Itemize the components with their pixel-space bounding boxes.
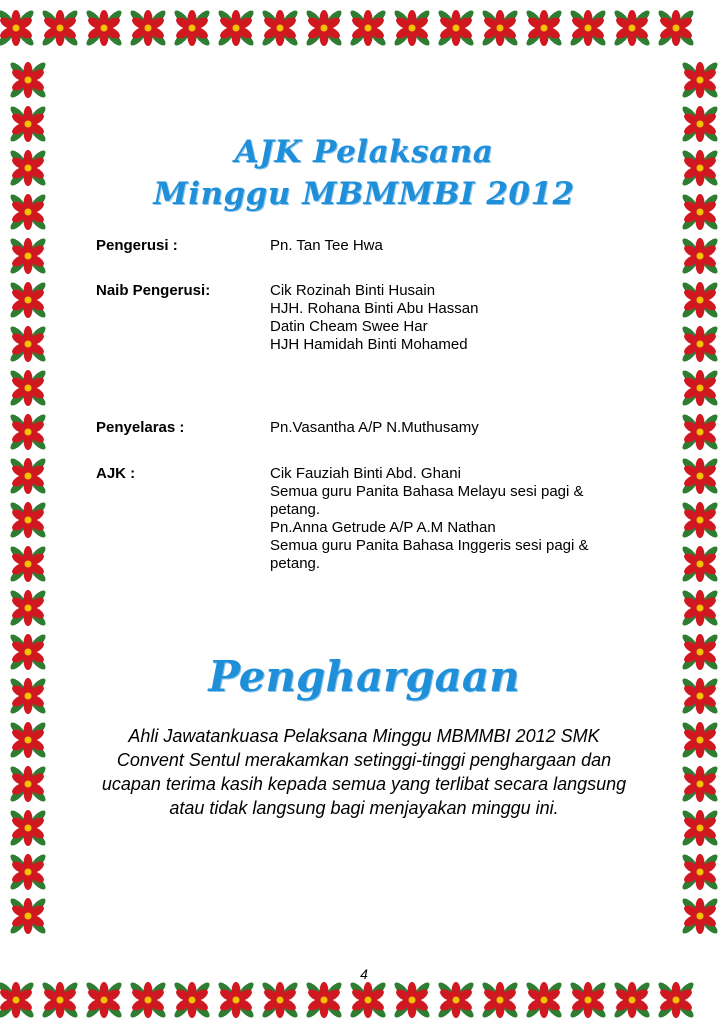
member-name: Semua guru Panita Bahasa Melayu sesi pagi & petang. bbox=[270, 483, 584, 518]
role-label: Naib Pengerusi: bbox=[96, 282, 211, 299]
member-name: Pn.Vasantha A/P N.Muthusamy bbox=[270, 419, 479, 436]
role-label: Pengerusi : bbox=[96, 237, 178, 254]
member-name: HJH Hamidah Binti Mohamed bbox=[270, 336, 468, 353]
member-name: HJH. Rohana Binti Abu Hassan bbox=[270, 300, 479, 317]
member-name: Pn. Tan Tee Hwa bbox=[270, 237, 383, 254]
member-name: Semua guru Panita Bahasa Inggeris sesi pagi & petang. bbox=[270, 537, 589, 572]
appreciation-heading: Penghargaan bbox=[208, 652, 520, 701]
page-subtitle: Minggu MBMMBI 2012 bbox=[153, 176, 575, 212]
member-name: Cik Rozinah Binti Husain bbox=[270, 282, 436, 299]
member-name: Cik Fauziah Binti Abd. Ghani bbox=[270, 465, 461, 482]
role-label: Penyelaras : bbox=[96, 419, 185, 436]
role-label: AJK : bbox=[96, 465, 136, 482]
member-name: Datin Cheam Swee Har bbox=[270, 318, 428, 335]
member-name: Pn.Anna Getrude A/P A.M Nathan bbox=[270, 519, 496, 536]
page-number: 4 bbox=[360, 966, 368, 982]
page-title: AJK Pelaksana bbox=[234, 134, 494, 170]
appreciation-text: Ahli Jawatankuasa Pelaksana Minggu MBMMBI 2012 SMK Convent Sentul merakamkan setinggi-tinggi penghargaan dan ucapan terima kasih kepada semua yang terlibat secara langsung atau tidak langsung bagi menjayakan minggu ini. bbox=[101, 726, 627, 818]
